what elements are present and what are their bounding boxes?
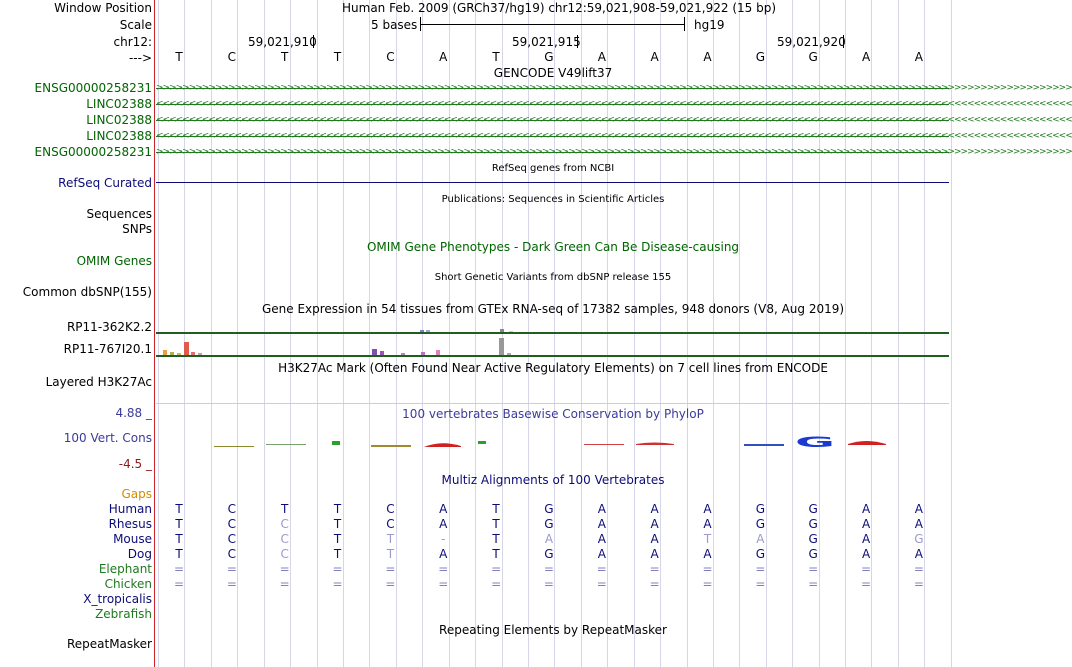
conservation-glyph [744,444,784,446]
multiz-base: C [386,517,395,531]
multiz-base: = [438,577,449,591]
omim-title[interactable]: OMIM Gene Phenotypes - Dark Green Can Be Disease-causing [366,240,740,254]
cons-label[interactable]: 100 Vert. Cons [63,431,152,445]
multiz-base: A [703,502,712,516]
multiz-base: C [227,517,237,531]
track-left-border [154,0,155,667]
h3k27ac-label[interactable]: Layered H3K27Ac [45,375,152,389]
multiz-base: = [596,577,607,591]
conservation-glyph [478,441,486,444]
multiz-base: G [914,532,924,546]
gtex-gene-1[interactable]: RP11-362K2.2 [66,320,152,334]
multiz-base: T [386,547,395,561]
multiz-base: T [386,532,395,546]
multiz-base: = [543,577,554,591]
sequence-base: T [492,50,500,64]
multiz-base: T [703,532,712,546]
sequence-base: G [755,50,765,64]
multiz-species-label[interactable]: Rhesus [108,517,152,531]
multiz-base: = [755,562,766,576]
multiz-base: C [386,502,395,516]
multiz-base: A [439,502,448,516]
gtex-title[interactable]: Gene Expression in 54 tissues from GTEx RNA-seq of 17382 samples, 948 donors (V8, Aug 2019) [261,302,845,316]
multiz-base: A [861,502,871,516]
gencode-strand-arrows: <<<<<<<<<<<<<<<<<<<<<<<<<<<<<<<<<<<<<<<<<<<<<<<<<<<<<<<<<<<<<<<<<<<<<<<<<<<<<<<<<<<<<<<<<<<<<<<<<<<<<<<<<<<<<<<<<<<<<<<<<<<<<<<<<<<<<<<<<<<< [156,131,1072,141]
sequence-base: C [386,50,395,64]
multiz-base: = [913,562,924,576]
multiz-base: = [543,562,554,576]
gtex-bar[interactable] [436,350,440,355]
gtex-bar[interactable] [401,353,405,355]
multiz-base: = [173,562,185,576]
multiz-base: A [544,532,554,546]
multiz-base: A [756,532,765,546]
gtex-gene-2[interactable]: RP11-767I20.1 [63,342,152,356]
gencode-strand-arrows: <<<<<<<<<<<<<<<<<<<<<<<<<<<<<<<<<<<<<<<<<<<<<<<<<<<<<<<<<<<<<<<<<<<<<<<<<<<<<<<<<<<<<<<<<<<<<<<<<<<<<<<<<<<<<<<<<<<<<<<<<<<<<<<<<<<<<<<<<<<< [156,99,1072,109]
gtex-bar[interactable] [500,329,504,332]
multiz-base: G [808,502,818,516]
cons-min: -4.5 _ [118,457,152,471]
conservation-glyph [214,446,254,447]
gencode-strand-arrows: >>>>>>>>>>>>>>>>>>>>>>>>>>>>>>>>>>>>>>>>>>>>>>>>>>>>>>>>>>>>>>>>>>>>>>>>>>>>>>>>>>>>>>>>>>>>>>>>>>>>>>>>>>>>>>>>>>>>>>>>>>>>>>>>>>>>>>>>>>>> [156,83,1072,93]
sequence-base: G [544,50,554,64]
multiz-base: T [333,517,342,531]
refseq-gene-line[interactable] [156,182,949,183]
multiz-base: = [808,577,819,591]
sequence-base: T [175,50,183,64]
multiz-base: C [280,547,289,561]
gtex-bar[interactable] [184,342,189,355]
chrom-label: chr12: [113,35,152,49]
conservation-logo-G: G [795,435,835,451]
h3k27ac-title[interactable]: H3K27Ac Mark (Often Found Near Active Regulatory Elements) on 7 cell lines from ENCODE [278,361,828,375]
multiz-base: T [175,502,183,516]
cons-max: 4.88 _ [115,406,152,420]
multiz-base: A [914,547,923,561]
gencode-gene-label[interactable]: ENSG00000258231 [34,81,152,95]
ruler-pos-1: 59,021,910 [248,35,317,49]
multiz-base: = [226,577,237,591]
scale-bar-tick-left [420,17,421,31]
gencode-gene-label[interactable]: ENSG00000258231 [34,145,152,159]
conservation-glyph [332,441,340,445]
gtex-bar[interactable] [426,330,430,332]
multiz-base: T [175,547,183,561]
multiz-base: A [650,517,659,531]
gtex-bar[interactable] [163,350,167,355]
gtex-baseline-2 [156,355,949,357]
dbsnp-title[interactable]: Short Genetic Variants from dbSNP release 155 [434,272,672,283]
gtex-bar[interactable] [507,353,511,355]
gtex-bar[interactable] [421,352,425,355]
conservation-glyph [266,444,306,445]
sequence-base: A [439,50,448,64]
multiz-base: G [544,547,554,561]
snps-label[interactable]: SNPs [122,222,152,236]
gencode-strand-arrows: >>>>>>>>>>>>>>>>>>>>>>>>>>>>>>>>>>>>>>>>>>>>>>>>>>>>>>>>>>>>>>>>>>>>>>>>>>>>>>>>>>>>>>>>>>>>>>>>>>>>>>>>>>>>>>>>>>>>>>>>>>>>>>>>>>>>>>>>>>>> [156,147,1072,157]
multiz-base: = [649,562,660,576]
scale-bar-tick-right [684,17,685,31]
ruler-pos-2: 59,021,915 [512,35,581,49]
multiz-base: A [439,517,448,531]
cons-title[interactable]: 100 vertebrates Basewise Conservation by PhyloP [402,407,704,421]
multiz-base: = [649,577,660,591]
ruler-tick-1 [313,35,314,48]
gtex-bar[interactable] [372,349,377,355]
scale-db: hg19 [694,18,725,32]
multiz-base: = [279,577,290,591]
multiz-base: = [491,562,502,576]
multiz-base: = [755,577,766,591]
sequence-base: T [281,50,289,64]
repeatmasker-label[interactable]: RepeatMasker [66,637,152,651]
multiz-base: C [280,517,289,531]
sequence-base: A [914,50,923,64]
gtex-bar[interactable] [509,331,513,332]
multiz-base: A [650,547,659,561]
window-position-label: Window Position [54,1,152,15]
gtex-baseline-1 [156,332,949,334]
gtex-bar[interactable] [198,353,202,355]
scale-label: Scale [119,18,152,32]
multiz-base: T [333,532,342,546]
gtex-bar[interactable] [380,351,384,355]
sequence-base: A [650,50,659,64]
multiz-base: A [861,517,871,531]
multiz-species-label[interactable]: Mouse [113,532,152,546]
multiz-base: A [914,517,923,531]
multiz-base: = [702,577,713,591]
multiz-base: G [544,517,554,531]
multiz-base: A [703,547,712,561]
multiz-species-label[interactable]: Zebrafish [95,607,152,621]
multiz-species-label[interactable]: Elephant [98,562,152,576]
conservation-glyph [636,443,674,446]
multiz-base: T [492,502,500,516]
multiz-base: T [281,502,289,516]
sequence-base: T [333,50,342,64]
multiz-base: A [597,517,606,531]
multiz-base: A [650,502,659,516]
multiz-base: A [861,547,871,561]
gencode-gene-label[interactable]: LINC02388 [86,113,152,127]
multiz-base: G [808,532,818,546]
multiz-base: A [597,532,606,546]
gtex-bar[interactable] [170,352,174,355]
multiz-base: = [808,562,819,576]
multiz-base: T [175,517,183,531]
publications-title[interactable]: Publications: Sequences in Scientific Articles [441,194,665,205]
gencode-gene-label[interactable]: LINC02388 [86,97,152,111]
scale-bar [420,24,684,25]
multiz-base: A [650,532,659,546]
multiz-base: G [755,547,765,561]
multiz-base: = [861,562,872,576]
multiz-base: - [441,532,446,546]
multiz-base: A [439,547,448,561]
multiz-base: = [173,577,185,591]
multiz-species-label[interactable]: Chicken [104,577,152,591]
multiz-base: T [333,502,342,516]
multiz-base: G [544,502,554,516]
multiz-base: G [755,517,765,531]
strand-label: ---> [128,51,152,65]
gtex-bar[interactable] [420,330,424,332]
sequences-label[interactable]: Sequences [86,207,152,221]
multiz-base: = [702,562,713,576]
multiz-base: T [492,517,500,531]
multiz-base: T [492,547,500,561]
multiz-base: G [808,547,818,561]
multiz-base: C [280,532,289,546]
conservation-glyph [424,443,461,447]
sequence-base: A [597,50,606,64]
ruler-tick-2 [577,35,578,48]
multiz-base: C [227,547,237,561]
multiz-base: = [385,577,396,591]
sequence-base: A [861,50,871,64]
multiz-base: = [913,577,924,591]
gtex-bar[interactable] [499,338,504,355]
multiz-base: A [914,502,923,516]
conservation-glyph [848,441,886,445]
multiz-base: = [491,577,502,591]
multiz-base: A [703,517,712,531]
conservation-plot[interactable] [156,428,950,452]
multiz-base: T [333,547,342,561]
multiz-species-label[interactable]: X_tropicalis [83,592,152,606]
multiz-base: = [438,562,449,576]
dbsnp-label[interactable]: Common dbSNP(155) [22,285,152,299]
scale-text: 5 bases [371,18,418,32]
window-position-value: Human Feb. 2009 (GRCh37/hg19) chr12:59,021,908-59,021,922 (15 bp) [342,1,777,15]
multiz-base: = [332,562,343,576]
conservation-glyph [584,444,624,445]
refseq-title[interactable]: RefSeq genes from NCBI [491,163,615,174]
gencode-gene-label[interactable]: LINC02388 [86,129,152,143]
repeatmasker-title[interactable]: Repeating Elements by RepeatMasker [439,623,667,637]
multiz-base: = [332,577,343,591]
gencode-strand-arrows: <<<<<<<<<<<<<<<<<<<<<<<<<<<<<<<<<<<<<<<<<<<<<<<<<<<<<<<<<<<<<<<<<<<<<<<<<<<<<<<<<<<<<<<<<<<<<<<<<<<<<<<<<<<<<<<<<<<<<<<<<<<<<<<<<<<<<<<<<<<< [156,115,1072,125]
multiz-species-label[interactable]: Dog [127,547,152,561]
gaps-label[interactable]: Gaps [121,487,152,501]
multiz-base: A [861,532,871,546]
multiz-base: = [861,577,872,591]
multiz-base: = [596,562,607,576]
multiz-base: C [227,532,237,546]
gtex-bar[interactable] [191,352,195,355]
multiz-title[interactable]: Multiz Alignments of 100 Vertebrates [441,473,665,487]
multiz-base: T [492,532,500,546]
multiz-species-label[interactable]: Human [108,502,152,516]
refseq-label[interactable]: RefSeq Curated [58,176,152,190]
multiz-base: = [279,562,290,576]
omim-label[interactable]: OMIM Genes [76,254,152,268]
multiz-base: = [226,562,237,576]
multiz-base: T [175,532,183,546]
gencode-title[interactable]: GENCODE V49lift37 [493,66,613,80]
sequence-base: C [227,50,237,64]
gtex-bar[interactable] [177,353,181,355]
h3k27ac-baseline [156,403,949,404]
sequence-base: A [703,50,712,64]
sequence-base: G [808,50,818,64]
multiz-base: = [385,562,396,576]
multiz-base: C [227,502,237,516]
multiz-base: A [597,502,606,516]
multiz-base: G [808,517,818,531]
conservation-glyph [371,445,411,447]
ruler-pos-3: 59,021,920 [777,35,846,49]
multiz-base: A [597,547,606,561]
ruler-tick-3 [843,35,844,48]
multiz-base: G [755,502,765,516]
